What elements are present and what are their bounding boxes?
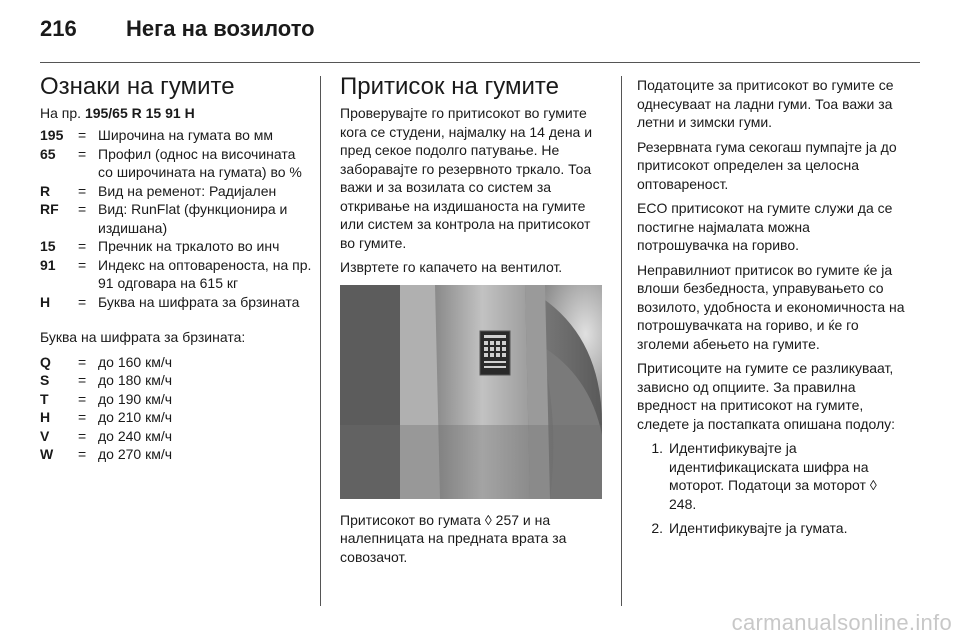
speed-code-row bbox=[40, 390, 312, 409]
definition-row bbox=[40, 182, 312, 201]
paragraph: ECO притисокот на гумите служи да се постигне најмалата можна потрошувачка на гориво. bbox=[637, 200, 893, 253]
equals-sign: = bbox=[78, 409, 87, 425]
definition-value: Пречник на тркалото во инч bbox=[98, 238, 280, 254]
step-number: 2. bbox=[651, 520, 663, 536]
definition-row bbox=[40, 145, 312, 182]
equals-sign: = bbox=[78, 390, 87, 407]
speed-code-value: до 160 км/ч bbox=[98, 353, 173, 370]
definition-key: 65 bbox=[40, 145, 56, 162]
speed-code-value: до 180 км/ч bbox=[98, 372, 173, 388]
speed-code-value: до 270 км/ч bbox=[98, 446, 173, 462]
definition-key: H bbox=[40, 293, 51, 310]
definition-row bbox=[40, 237, 312, 256]
definition-row bbox=[40, 200, 312, 237]
definition-row bbox=[40, 126, 312, 145]
example-value: 195/65 R 15 91 H bbox=[84, 105, 195, 121]
step-text: Идентификувајте ја идентификациската шифра на моторот. Податоци за моторот ◊ 248. bbox=[669, 440, 877, 512]
speed-code-key: Q bbox=[40, 353, 51, 370]
paragraph: Неправилниот притисок во гумите ќе ја влоши безбедноста, управувањето со возилото, удобноста и економичноста на потрошувачката на гориво, и ќе го зголеми абењето на гумите. bbox=[637, 261, 905, 352]
paragraph: Притисоците на гумите се разликуваат, зависно од опциите. За правилна вредност на притисокот на гумите, следете ја постапката опишана подолу: bbox=[637, 360, 896, 432]
speed-code-list bbox=[40, 353, 312, 464]
column-tire-markings bbox=[40, 72, 312, 464]
column-divider-1 bbox=[320, 76, 321, 606]
definition-value: Профил (однос на височината со широчината на гумата) во % bbox=[98, 145, 302, 180]
step-number: 1. bbox=[651, 440, 663, 456]
column-pressure-details bbox=[637, 76, 905, 544]
definition-key: R bbox=[40, 182, 51, 199]
definition-key: 195 bbox=[40, 127, 64, 143]
photo-caption: Притисокот во гумата ◊ 257 и на налепницата на предната врата за совозачот. bbox=[340, 511, 567, 565]
tire-code-definitions bbox=[40, 126, 312, 311]
paragraph: Резервната гума секогаш пумпајте ја до притисокот определен за целосна оптовареност. bbox=[637, 138, 897, 192]
procedure-step bbox=[637, 439, 905, 513]
speed-code-key: T bbox=[40, 390, 49, 407]
speed-code-row bbox=[40, 445, 312, 464]
equals-sign: = bbox=[78, 256, 87, 273]
speed-code-value: до 240 км/ч bbox=[98, 427, 173, 444]
equals-sign: = bbox=[78, 145, 87, 162]
header-rule bbox=[40, 62, 920, 63]
definition-key: RF bbox=[40, 201, 59, 217]
equals-sign: = bbox=[78, 238, 87, 254]
definition-row bbox=[40, 293, 312, 312]
equals-sign: = bbox=[78, 446, 87, 462]
equals-sign: = bbox=[78, 201, 87, 217]
door-sticker-photo bbox=[340, 285, 602, 499]
example-line bbox=[40, 104, 312, 122]
speed-code-key: S bbox=[40, 372, 50, 388]
speed-code-value: до 210 км/ч bbox=[98, 409, 173, 425]
speed-code-intro: Буква на шифрата за брзината: bbox=[40, 329, 246, 345]
speed-code-value: до 190 км/ч bbox=[98, 390, 173, 407]
speed-code-key: W bbox=[40, 446, 54, 462]
example-prefix: На пр. bbox=[40, 105, 82, 121]
chapter-title: Нега на возилото bbox=[126, 16, 315, 41]
step-text: Идентификувајте ја гумата. bbox=[669, 520, 848, 536]
speed-code-key: V bbox=[40, 427, 50, 444]
watermark: carmanualsonline.info bbox=[731, 610, 952, 635]
definition-key: 91 bbox=[40, 256, 56, 273]
speed-code-row bbox=[40, 408, 312, 427]
equals-sign: = bbox=[78, 372, 87, 388]
paragraph: Податоците за притисокот во гумите се однесуваат на ладни гуми. Тоа важи за летни и зимски гуми. bbox=[637, 77, 894, 130]
page-header bbox=[40, 16, 315, 52]
speed-code-row bbox=[40, 371, 312, 390]
definition-value: Вид: RunFlat (функционира и издишана) bbox=[98, 201, 288, 236]
definition-row bbox=[40, 256, 312, 293]
speed-code-row bbox=[40, 353, 312, 372]
equals-sign: = bbox=[78, 427, 87, 444]
column-divider-2 bbox=[621, 76, 622, 606]
equals-sign: = bbox=[78, 293, 87, 310]
column-tire-pressure bbox=[340, 72, 606, 572]
definition-key: 15 bbox=[40, 238, 56, 254]
equals-sign: = bbox=[78, 127, 87, 143]
page-number: 216 bbox=[40, 16, 77, 41]
procedure-steps bbox=[637, 439, 905, 538]
door-pillar-illustration bbox=[340, 285, 602, 499]
definition-value: Вид на ременот: Радијален bbox=[98, 182, 277, 199]
section-heading-tire-pressure: Притисок на гумите bbox=[340, 73, 559, 100]
equals-sign: = bbox=[78, 182, 87, 199]
paragraph: Проверувајте го притисокот во гумите кога се студени, најмалку на 14 дена и пред секое подолго патување. Не заборавајте го резервното тркало. Тоа важи и за возилата со систем за откривање на издишаноста на гумите или систем за контрола на притисокот во гумите. bbox=[340, 105, 593, 251]
definition-value: Широчина на гумата во мм bbox=[98, 127, 274, 143]
section-heading-tire-markings: Ознаки на гумите bbox=[40, 73, 235, 100]
speed-code-row bbox=[40, 427, 312, 446]
procedure-step bbox=[637, 519, 905, 538]
speed-code-key: H bbox=[40, 409, 51, 425]
definition-value: Индекс на оптовареноста, на пр. 91 одговара на 615 кг bbox=[98, 256, 312, 291]
definition-value: Буква на шифрата за брзината bbox=[98, 293, 300, 310]
equals-sign: = bbox=[78, 353, 87, 370]
paragraph: Извртете го капачето на вентилот. bbox=[340, 259, 563, 275]
